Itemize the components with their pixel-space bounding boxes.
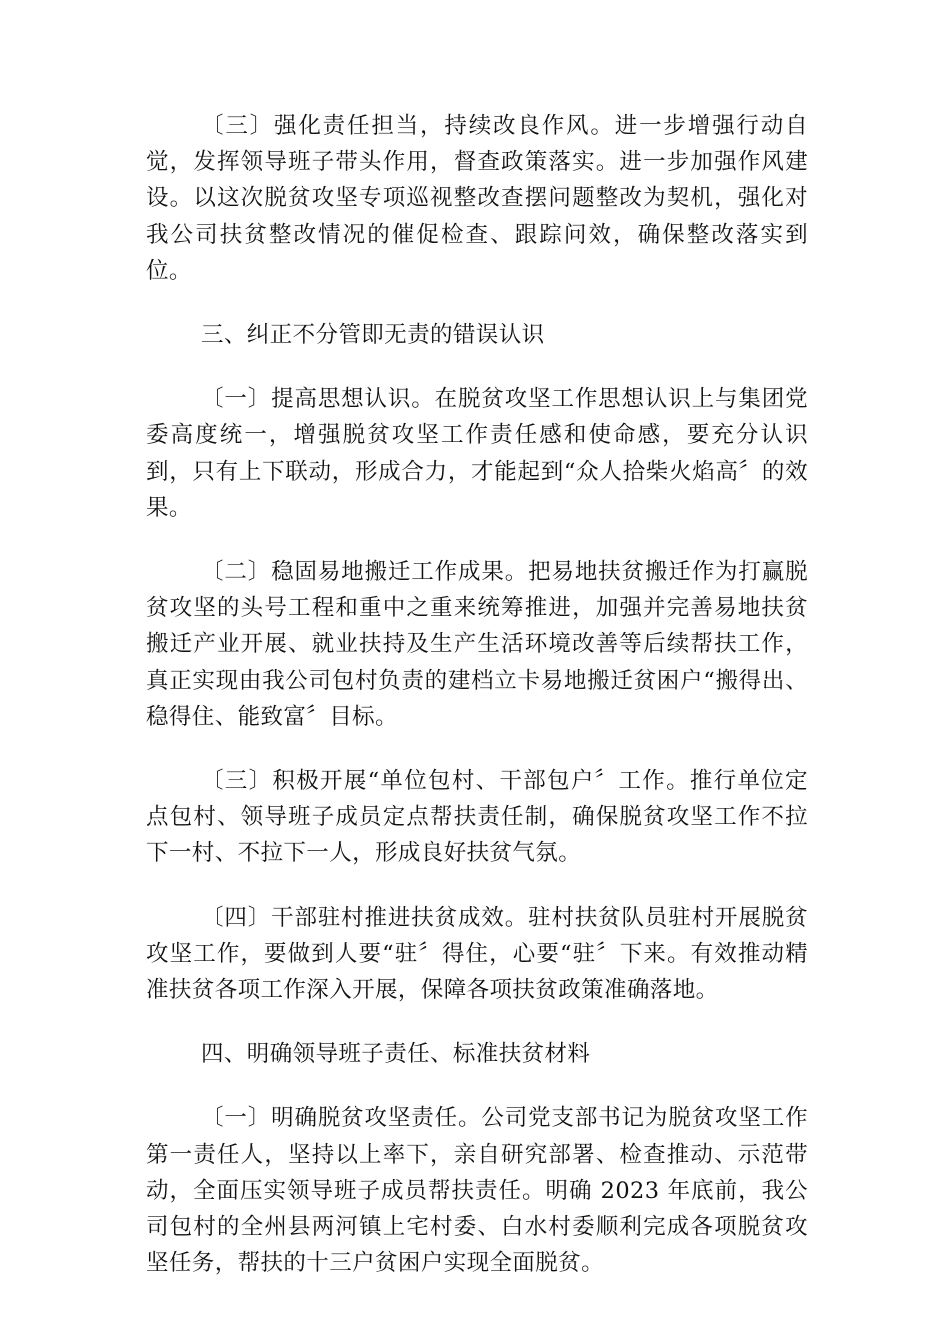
paragraph-village-household: 〔三〕积极开展“单位包村、干部包户〞工作。推行单位定点包村、领导班子成员定点帮扶责任制，确保脱贫攻坚工作不拉下一村、不拉下一人，形成良好扶贫气氛。 — [146, 768, 808, 867]
paragraph-clarify-responsibility: 〔一〕明确脱贫攻坚责任。公司党支部书记为脱贫攻坚工作第一责任人，坚持以上率下，亲自研究部署、检查推动、示范带动，全面压实领导班子成员帮扶责任。明确 2023 年底前，我公司包村的全州县两河镇上宅村委、白水村委顺利完成各项脱贫攻坚任务，帮扶的十三户贫困户实现全面脱贫。 — [146, 1105, 808, 1277]
section-heading-3: 三、纠正不分管即无责的错误认识 — [201, 322, 545, 349]
document-page — [146, 108, 808, 1309]
paragraph-relocation-results: 〔二〕稳固易地搬迁工作成果。把易地扶贫搬迁作为打赢脱贫攻坚的头号工程和重中之重来统筹推进，加强并完善易地扶贫搬迁产业开展、就业扶持及生产生活环境改善等后续帮扶工作，真正实现由我公司包村负责的建档立卡易地搬迁贫困户“搬得出、稳得住、能致富〞目标。 — [146, 559, 808, 730]
paragraph-raise-awareness: 〔一〕提高思想认识。在脱贫攻坚工作思想认识上与集团党委高度统一，增强脱贫攻坚工作责任感和使命感，要充分认识到，只有上下联动，形成合力，才能起到“众人拾柴火焰高〞的效果。 — [146, 386, 808, 521]
paragraph-cadre-stationing: 〔四〕干部驻村推进扶贫成效。驻村扶贫队员驻村开展脱贫攻坚工作，要做到人要“驻〞得住，心要“驻〞下来。有效推动精准扶贫各项工作深入开展，保障各项扶贫政策准确落地。 — [146, 904, 808, 1004]
section-heading-4: 四、明确领导班子责任、标准扶贫材料 — [201, 1041, 591, 1068]
paragraph-responsibility-style: 〔三〕强化责任担当，持续改良作风。进一步增强行动自觉，发挥领导班子带头作用，督查政策落实。进一步加强作风建设。以这次脱贫攻坚专项巡视整改查摆问题整改为契机，强化对我公司扶贫整改情况的催促检查、跟踪问效，确保整改落实到位。 — [146, 113, 808, 284]
